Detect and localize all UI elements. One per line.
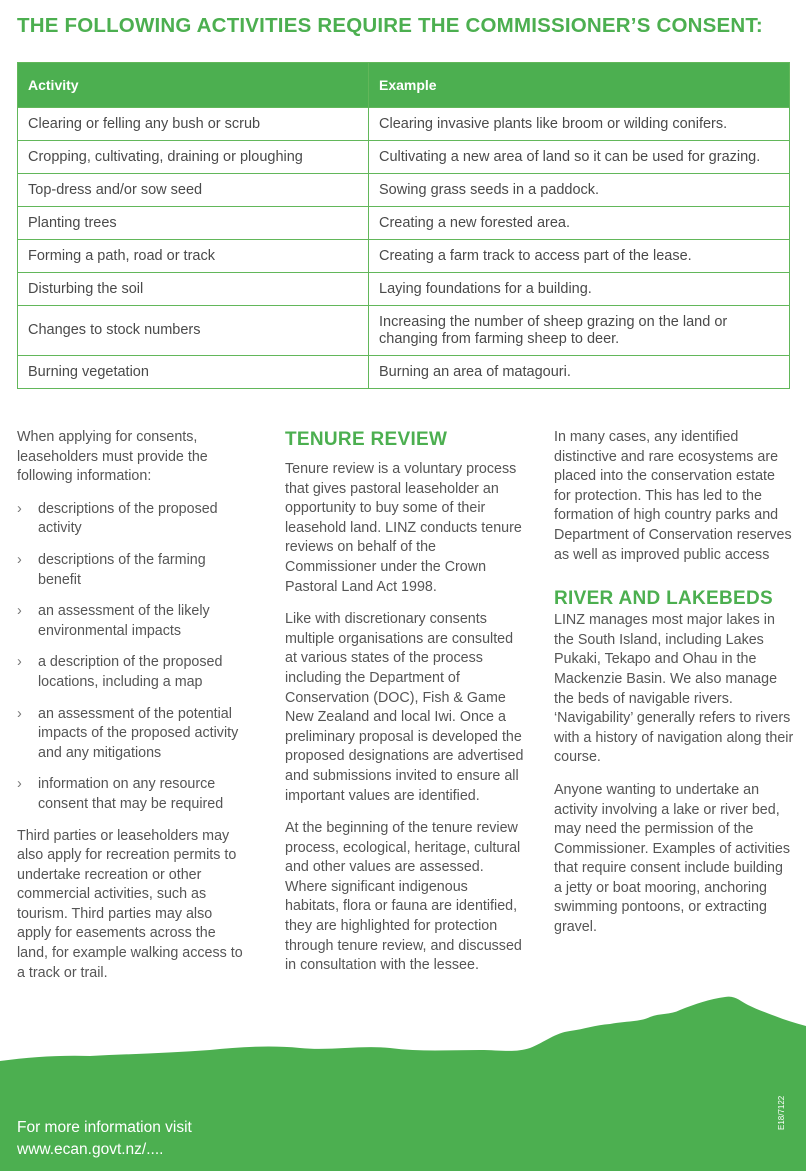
list-item bbox=[17, 705, 245, 764]
list-item-text: information on any resource consent that may be required bbox=[38, 776, 224, 812]
list-item-text: descriptions of the farming benefit bbox=[38, 551, 206, 588]
example-cell: Clearing invasive plants like broom or wilding conifers. bbox=[369, 108, 790, 141]
list-item-text: descriptions of the proposed activity bbox=[38, 500, 218, 537]
example-cell: Cultivating a new area of land so it can be used for grazing. bbox=[369, 141, 790, 174]
activity-cell: Planting trees bbox=[18, 207, 369, 240]
column-header-example: Example bbox=[369, 63, 790, 108]
tenure-review-paragraph-1: Tenure review is a voluntary process that gives pastoral leaseholder an opportunity to buy some of their leasehold land. LINZ conducts tenure reviews on behalf of the Commissioner under the Crown Pastoral Land Act 1998. bbox=[285, 461, 522, 595]
table-row bbox=[18, 356, 790, 389]
table-row bbox=[18, 240, 790, 273]
river-lakebeds-paragraph-1: LINZ manages most major lakes in the South Island, including Lakes Pukaki, Tekapo and Ohau in the Mackenzie Basin. We also manage the beds of navigable rivers. ‘Navigability’ generally refers to rivers with a history of navigation along their course. bbox=[554, 612, 794, 766]
activity-cell: Changes to stock numbers bbox=[18, 306, 369, 356]
chevron-bullet-icon: › bbox=[17, 654, 22, 671]
list-item bbox=[17, 775, 245, 814]
activity-cell: Burning vegetation bbox=[18, 356, 369, 389]
table-row bbox=[18, 207, 790, 240]
footer-url-link[interactable]: www.ecan.govt.nz/.... bbox=[17, 1141, 164, 1158]
requirements-list bbox=[17, 500, 245, 815]
tenure-review-column bbox=[285, 428, 525, 989]
river-lakebeds-title: RIVER AND LAKEBEDS bbox=[554, 588, 773, 610]
tenure-review-paragraph-2: Like with discretionary consents multiple organisations are consulted at various states of the process including the Department of Conservation (DOC), Fish & Game New Zealand and local Iwi. Once a preliminary proposal is developed the proposed designations are advertised and submissions invited to ensure all important values are identified. bbox=[285, 611, 524, 804]
example-cell: Laying foundations for a building. bbox=[369, 273, 790, 306]
third-parties-paragraph: Third parties or leaseholders may also apply for recreation permits to undertake recreation or other commercial activities, such as tourism. Third parties may also apply for easements across the land, for example walking access to a track or trail. bbox=[17, 827, 243, 981]
example-cell: Creating a new forested area. bbox=[369, 207, 790, 240]
document-code: E18/7122 bbox=[777, 1095, 786, 1130]
example-cell: Sowing grass seeds in a paddock. bbox=[369, 174, 790, 207]
requirements-intro: When applying for consents, leaseholders must provide the following information: bbox=[17, 429, 208, 485]
table-row bbox=[18, 141, 790, 174]
chevron-bullet-icon: › bbox=[17, 603, 22, 620]
table-row bbox=[18, 174, 790, 207]
table-row bbox=[18, 273, 790, 306]
tenure-review-title: TENURE REVIEW bbox=[285, 429, 448, 450]
consent-requirements-column bbox=[17, 428, 245, 996]
chevron-bullet-icon: › bbox=[17, 705, 22, 722]
list-item bbox=[17, 602, 245, 641]
chevron-bullet-icon: › bbox=[17, 500, 22, 517]
table-row bbox=[18, 108, 790, 141]
river-lakebeds-paragraph-2: Anyone wanting to undertake an activity involving a lake or river bed, may need the permission of the Commissioner. Examples of activities that require consent include building a jetty or boat mooring, anchoring swimming pontoons, or extracting gravel. bbox=[554, 781, 790, 936]
conservation-paragraph: In many cases, any identified distinctive and rare ecosystems are placed into the conservation estate for protection. This has led to the formation of high country parks and Department of Conservation reserves as well as improved public access bbox=[554, 429, 792, 563]
activities-table bbox=[17, 62, 790, 389]
chevron-bullet-icon: › bbox=[17, 776, 22, 793]
list-item bbox=[17, 500, 245, 539]
example-cell: Creating a farm track to access part of the lease. bbox=[369, 240, 790, 273]
footer-info bbox=[17, 1117, 192, 1161]
activity-cell: Forming a path, road or track bbox=[18, 240, 369, 273]
example-cell: Increasing the number of sheep grazing on the land or changing from farming sheep to deer. bbox=[369, 306, 790, 356]
page-heading: THE FOLLOWING ACTIVITIES REQUIRE THE COMMISSIONER’S CONSENT: bbox=[17, 14, 763, 37]
chevron-bullet-icon: › bbox=[17, 551, 22, 568]
list-item-text: a description of the proposed locations, including a map bbox=[38, 654, 223, 690]
example-cell: Burning an area of matagouri. bbox=[369, 356, 790, 389]
footer-line-1: For more information visit bbox=[17, 1119, 192, 1136]
table-row bbox=[18, 306, 790, 356]
list-item-text: an assessment of the likely environmental impacts bbox=[38, 603, 210, 639]
table-header-row bbox=[18, 63, 790, 108]
tenure-review-paragraph-3: At the beginning of the tenure review process, ecological, heritage, cultural and other values are assessed. Where significant indigenous habitats, flora or fauna are identified, they are highlighted for protection through tenure review, and discussed in consultation with the lessee. bbox=[285, 820, 522, 974]
list-item bbox=[17, 551, 245, 590]
column-header-activity: Activity bbox=[18, 63, 369, 108]
river-lakebeds-column bbox=[554, 428, 794, 951]
activity-cell: Clearing or felling any bush or scrub bbox=[18, 108, 369, 141]
activity-cell: Disturbing the soil bbox=[18, 273, 369, 306]
activity-cell: Cropping, cultivating, draining or ploughing bbox=[18, 141, 369, 174]
list-item-text: an assessment of the potential impacts of the proposed activity and any mitigations bbox=[38, 705, 239, 761]
list-item bbox=[17, 653, 245, 692]
activity-cell: Top-dress and/or sow seed bbox=[18, 174, 369, 207]
